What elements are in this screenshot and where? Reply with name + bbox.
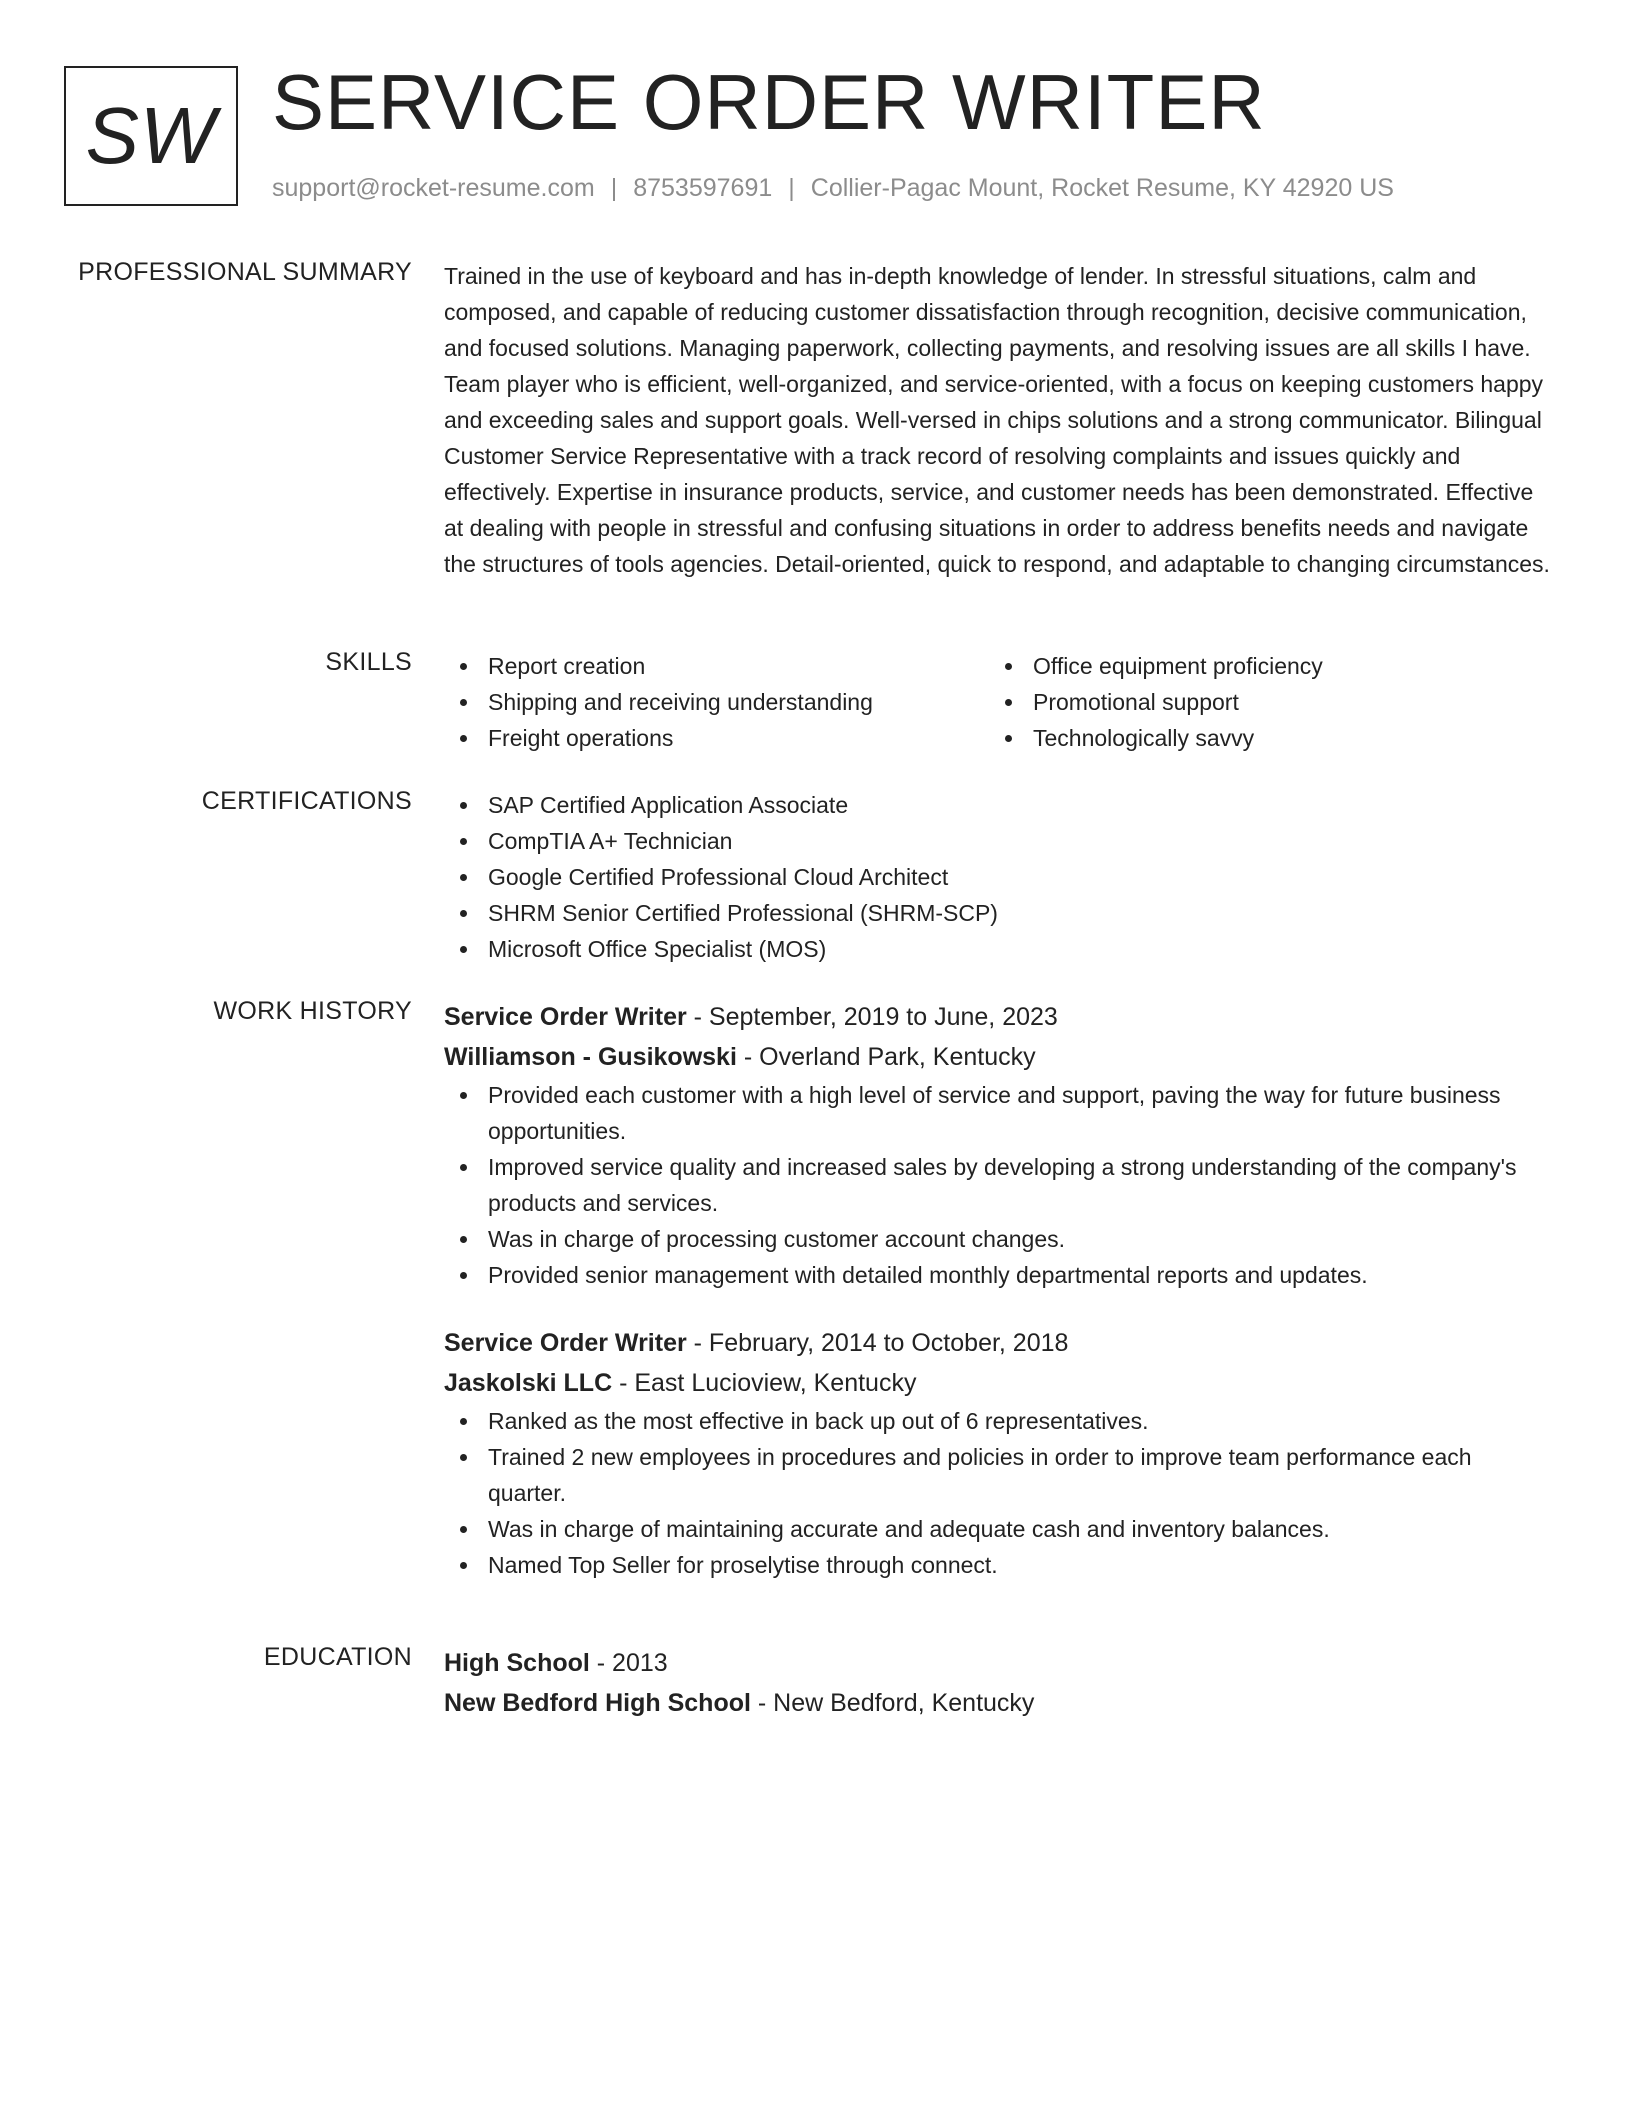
certifications-heading: CERTIFICATIONS — [201, 787, 412, 815]
job-location: - Overland Park, Kentucky — [736, 1043, 1036, 1071]
job-bullet: Was in charge of processing customer account changes. — [444, 1221, 1554, 1257]
education-year: - 2013 — [589, 1649, 668, 1677]
contact-line — [272, 174, 1394, 203]
candidate-name: SERVICE ORDER WRITER — [272, 58, 1266, 146]
job-bullet: Was in charge of maintaining accurate and adequate cash and inventory balances. — [444, 1511, 1554, 1547]
certification-item: SAP Certified Application Associate — [444, 787, 1554, 823]
job-title-line — [444, 1323, 1554, 1363]
job-dates: - February, 2014 to October, 2018 — [686, 1329, 1069, 1357]
job-bullet: Provided senior management with detailed monthly departmental reports and updates. — [444, 1257, 1554, 1293]
job-company: Jaskolski LLC — [444, 1369, 613, 1397]
certification-item: Microsoft Office Specialist (MOS) — [444, 931, 1554, 967]
job-role: Service Order Writer — [444, 1329, 687, 1357]
job-location: - East Lucioview, Kentucky — [612, 1369, 917, 1397]
skill-item: Office equipment proficiency — [989, 648, 1534, 684]
skill-item: Promotional support — [989, 684, 1534, 720]
job-company-line — [444, 1037, 1554, 1077]
skill-item: Technologically savvy — [989, 720, 1534, 756]
skills-heading: SKILLS — [325, 648, 412, 676]
education-location: - New Bedford, Kentucky — [750, 1689, 1035, 1717]
job-bullet: Ranked as the most effective in back up out of 6 representatives. — [444, 1403, 1554, 1439]
education-school-line — [444, 1683, 1554, 1723]
job-bullet: Improved service quality and increased sales by developing a strong understanding of the company's products and services. — [444, 1149, 1554, 1221]
job-company-line — [444, 1363, 1554, 1403]
contact-address: Collier-Pagac Mount, Rocket Resume, KY 42920 US — [810, 174, 1394, 202]
monogram-box — [64, 66, 238, 206]
summary-text: Trained in the use of keyboard and has in-depth knowledge of lender. In stressful situations, calm and composed, and capable of reducing customer dissatisfaction through recognition, decisive communication, and focused solutions. Managing paperwork, collecting payments, and resolving issues are all skills I have. Team player who is efficient, well-organized, and service-oriented, with a focus on keeping customers happy and exceeding sales and support goals. Well-versed in chips solutions and a strong communicator. Bilingual Customer Service Representative with a track record of resolving complaints and issues quickly and effectively. Expertise in insurance products, service, and customer needs has been demonstrated. Effective at dealing with people in stressful and confusing situations in order to address benefits needs and navigate the structures of tools agencies. Detail-oriented, quick to respond, and adaptable to changing circumstances. — [444, 263, 1550, 577]
job-dates: - September, 2019 to June, 2023 — [686, 1003, 1058, 1031]
job-bullet: Trained 2 new employees in procedures and policies in order to improve team performance each quarter. — [444, 1439, 1554, 1511]
skills-list-left — [444, 648, 989, 756]
job-bullets — [444, 1077, 1554, 1293]
job-role: Service Order Writer — [444, 1003, 687, 1031]
certification-item: Google Certified Professional Cloud Architect — [444, 859, 1554, 895]
job-company: Williamson - Gusikowski — [444, 1043, 737, 1071]
certifications-list — [444, 787, 1554, 967]
contact-email: support@rocket-resume.com — [272, 174, 595, 202]
job-bullets — [444, 1403, 1554, 1583]
skill-item: Freight operations — [444, 720, 989, 756]
job-entry — [444, 1323, 1554, 1583]
skills-list-right — [989, 648, 1534, 756]
work-history-heading: WORK HISTORY — [213, 997, 412, 1025]
contact-separator: | — [788, 174, 795, 202]
contact-phone: 8753597691 — [633, 174, 773, 202]
education-degree-line — [444, 1643, 1554, 1683]
job-bullet: Provided each customer with a high level of service and support, paving the way for future business opportunities. — [444, 1077, 1554, 1149]
contact-separator: | — [610, 174, 618, 202]
education-heading: EDUCATION — [263, 1643, 412, 1671]
certification-item: CompTIA A+ Technician — [444, 823, 1554, 859]
certification-item: SHRM Senior Certified Professional (SHRM-SCP) — [444, 895, 1554, 931]
job-title-line — [444, 997, 1554, 1037]
skill-item: Shipping and receiving understanding — [444, 684, 989, 720]
education-degree: High School — [444, 1649, 590, 1677]
education-school: New Bedford High School — [444, 1689, 751, 1717]
summary-heading: PROFESSIONAL SUMMARY — [78, 258, 412, 286]
skill-item: Report creation — [444, 648, 989, 684]
monogram-initials: SW — [85, 91, 217, 180]
job-bullet: Named Top Seller for proselytise through connect. — [444, 1547, 1554, 1583]
job-entry — [444, 997, 1554, 1293]
